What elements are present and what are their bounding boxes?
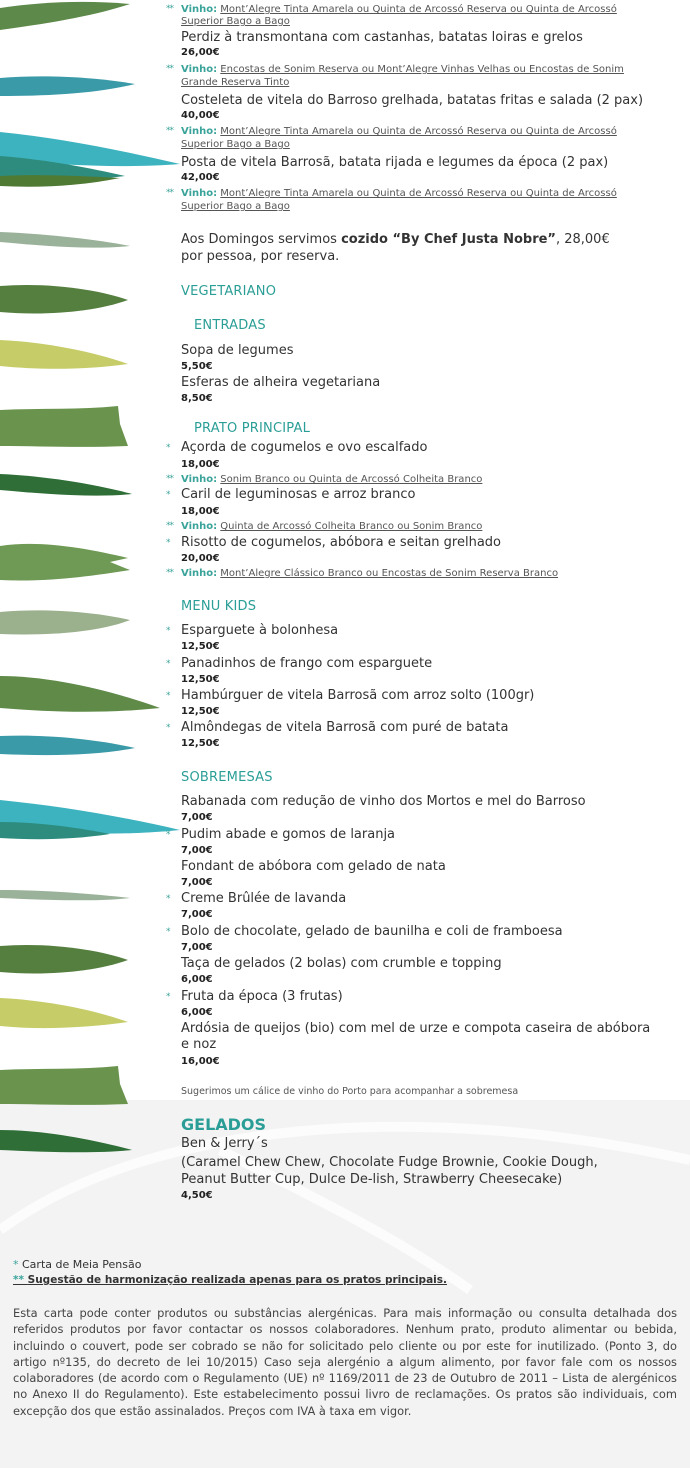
allergen-disclaimer: Esta carta pode conter produtos ou substâncias alergénicas. Para mais informação ou consulta detalhada dos referidos produtos por favor contactar os nossos colaboradores. Nenhum prato, produto alimentar ou bebida, incluindo o couvert, pode ser cobrado se não for solicitado pelo cliente ou por este for inutilizado. (Ponto 3, do artigo nº135, do decreto de lei 10/2015) Caso seja alergénio a algum alimento, por favor fale com os nossos colaboradores (de acordo com o Regulamento (UE) nº 1169/2011 de 23 de Outubro de 2011 – Lista de alergénicos no Anexo II do Regulamento). Este estabelecimento possui livro de reclamações. Os pratos são individuais, com excepção dos que estão assinalados. Preços com IVA à taxa em vigor.: [13, 1306, 677, 1418]
wine-suggestion-link[interactable]: Quinta de Arcossó Colheita Branco ou Sonim Branco: [220, 521, 483, 532]
brush-stroke: [0, 945, 128, 974]
wine-suggestion-link[interactable]: Mont’Alegre Tinta Amarela ou Quinta de Arcossó Reserva ou Quinta de Arcossó: [220, 188, 617, 199]
dish-price: 7,00€: [181, 909, 213, 920]
wine-label: Vinho:: [181, 568, 218, 579]
double-asterisk-mark: **: [166, 568, 173, 578]
dish-name: Pudim abade e gomos de laranja: [181, 827, 396, 842]
brush-stroke: [0, 340, 128, 369]
dish-name: Creme Brûlée de lavanda: [181, 891, 347, 906]
dish-name: Panadinhos de frango com esparguete: [181, 656, 433, 671]
legend-single: [13, 1258, 141, 1271]
double-asterisk-mark: **: [166, 188, 173, 198]
footer-arc: [220, 1150, 470, 1290]
dish-price: 7,00€: [181, 845, 213, 856]
dish-price: 7,00€: [181, 877, 213, 888]
wine-suggestion: [181, 187, 617, 200]
dish-price: 18,00€: [181, 459, 220, 470]
asterisk-mark: *: [166, 443, 170, 453]
dish-name: Hambúrguer de vitela Barrosã com arroz solto (100gr): [181, 688, 535, 703]
asterisk-mark: *: [166, 992, 170, 1002]
dish-price: 12,50€: [181, 706, 220, 717]
section-title-sobremesas: SOBREMESAS: [181, 770, 273, 785]
double-asterisk-mark: **: [166, 64, 173, 74]
dish-price: 26,00€: [181, 47, 220, 58]
dish-price: 5,50€: [181, 361, 213, 372]
asterisk-mark: *: [166, 659, 170, 669]
wine-suggestion-link[interactable]: Superior Bago a Bago: [181, 201, 290, 212]
dish-name: Ardósia de queijos (bio) com mel de urze e compota caseira de abóbora: [181, 1021, 651, 1036]
dish-price: 12,50€: [181, 674, 220, 685]
asterisk-mark: *: [166, 538, 170, 548]
dish-name: Almôndegas de vitela Barrosã com puré de batata: [181, 720, 509, 735]
brush-stroke: [0, 232, 130, 248]
dish-price: 16,00€: [181, 1056, 220, 1067]
legend-double: [13, 1274, 447, 1286]
dish-price: 8,50€: [181, 393, 213, 404]
dish-price: 40,00€: [181, 110, 220, 121]
dish-name: Costeleta de vitela do Barroso grelhada, batatas fritas e salada (2 pax): [181, 93, 644, 108]
brush-stroke: [0, 2, 130, 30]
dish-price: 18,00€: [181, 506, 220, 517]
brush-stroke: [0, 890, 130, 900]
wine-suggestion: [181, 473, 482, 486]
double-asterisk-mark: **: [166, 4, 173, 14]
brush-stroke: [0, 285, 128, 314]
wine-suggestion: [181, 567, 558, 580]
wine-suggestion: [181, 520, 482, 533]
sunday-text: Aos Domingos servimos: [181, 232, 342, 247]
dish-name: Fruta da época (3 frutas): [181, 989, 343, 1004]
sunday-text: , 28,00€: [555, 232, 610, 247]
dish-price: 42,00€: [181, 172, 220, 183]
dish-price: 7,00€: [181, 942, 213, 953]
wine-label: Vinho:: [181, 64, 218, 75]
sobremesas-note: Sugerimos um cálice de vinho do Porto para acompanhar a sobremesa: [181, 1086, 519, 1097]
dish-name: Açorda de cogumelos e ovo escalfado: [181, 440, 428, 455]
wine-suggestion: [181, 63, 624, 76]
brush-stroke: [0, 1130, 132, 1152]
wine-suggestion-link[interactable]: Mont’Alegre Clássico Branco ou Encostas de Sonim Reserva Branco: [220, 568, 559, 579]
legend-text: Carta de Meia Pensão: [22, 1258, 142, 1271]
asterisk-mark: *: [166, 490, 170, 500]
asterisk-mark: *: [166, 723, 170, 733]
asterisk-mark: *: [166, 626, 170, 636]
wine-suggestion-link[interactable]: Superior Bago a Bago: [181, 16, 290, 27]
brush-stroke: [0, 610, 130, 634]
wine-suggestion-cont: [181, 76, 289, 89]
wine-suggestion-link[interactable]: Mont’Alegre Tinta Amarela ou Quinta de Arcossó Reserva ou Quinta de Arcossó: [220, 126, 617, 137]
wine-suggestion-link[interactable]: Grande Reserva Tinto: [181, 77, 290, 88]
section-title-gelados: GELADOS: [181, 1115, 267, 1134]
sunday-text: cozido “By Chef Justa Nobre”: [341, 232, 556, 247]
asterisk-mark: *: [166, 830, 170, 840]
wine-suggestion-link[interactable]: Sonim Branco ou Quinta de Arcossó Colheita Branco: [220, 474, 483, 485]
dish-name: Taça de gelados (2 bolas) com crumble e topping: [181, 956, 502, 971]
subsection-title-prato-principal: PRATO PRINCIPAL: [194, 421, 311, 436]
dish-price: 20,00€: [181, 553, 220, 564]
double-asterisk-mark: **: [166, 521, 173, 531]
brush-stroke: [0, 544, 130, 581]
dish-name: Fondant de abóbora com gelado de nata: [181, 859, 446, 874]
wine-label: Vinho:: [181, 4, 218, 15]
wine-suggestion-link[interactable]: Superior Bago a Bago: [181, 139, 290, 150]
gelados-price: 4,50€: [181, 1190, 213, 1201]
brush-stroke: [0, 998, 128, 1028]
dish-price: 6,00€: [181, 974, 213, 985]
legend-text: Sugestão de harmonização realizada apenas para os pratos principais.: [27, 1274, 447, 1286]
double-asterisk-mark: **: [166, 474, 173, 484]
brush-stroke: [0, 676, 160, 712]
dish-name: Perdiz à transmontana com castanhas, batatas loiras e grelos: [181, 30, 583, 45]
brush-stroke: [0, 1066, 128, 1105]
asterisk-mark: *: [166, 691, 170, 701]
dish-price: 7,00€: [181, 812, 213, 823]
dish-name: Risotto de cogumelos, abóbora e seitan grelhado: [181, 535, 501, 550]
dish-price: 12,50€: [181, 738, 220, 749]
wine-label: Vinho:: [181, 126, 218, 137]
section-title-vegetariano: VEGETARIANO: [181, 284, 277, 299]
dish-name: Esparguete à bolonhesa: [181, 623, 339, 638]
dish-price: 6,00€: [181, 1007, 213, 1018]
dish-name-cont: e noz: [181, 1037, 217, 1052]
dish-name: Caril de leguminosas e arroz branco: [181, 487, 416, 502]
double-asterisk-mark: **: [166, 126, 173, 136]
wine-suggestion: [181, 125, 617, 138]
brush-stroke: [0, 474, 132, 496]
section-title-menu-kids: MENU KIDS: [181, 599, 257, 614]
wine-suggestion-cont: [181, 200, 290, 213]
wine-label: Vinho:: [181, 474, 218, 485]
wine-suggestion-link[interactable]: Mont’Alegre Tinta Amarela ou Quinta de Arcossó Reserva ou Quinta de Arcossó: [220, 4, 617, 15]
gelados-flavours-cont: Peanut Butter Cup, Dulce De-lish, Strawberry Cheesecake): [181, 1172, 563, 1187]
dish-name: Sopa de legumes: [181, 343, 294, 358]
brush-stroke: [0, 406, 128, 447]
wine-suggestion-cont: [181, 138, 290, 151]
sunday-note: [181, 232, 610, 248]
brush-stroke: [0, 736, 135, 755]
legend-mark: **: [13, 1274, 24, 1286]
gelados-brand: Ben & Jerry´s: [181, 1136, 268, 1151]
dish-name: Bolo de chocolate, gelado de baunilha e coli de framboesa: [181, 924, 563, 939]
wine-suggestion-cont: [181, 15, 290, 28]
wine-label: Vinho:: [181, 188, 218, 199]
dish-name: Posta de vitela Barrosã, batata rijada e legumes da época (2 pax): [181, 155, 609, 170]
dish-name: Esferas de alheira vegetariana: [181, 375, 381, 390]
gelados-flavours: (Caramel Chew Chew, Chocolate Fudge Brownie, Cookie Dough,: [181, 1155, 598, 1170]
subsection-title-entradas: ENTRADAS: [194, 318, 266, 333]
legend-mark: *: [13, 1258, 19, 1271]
dish-name: Rabanada com redução de vinho dos Mortos e mel do Barroso: [181, 794, 586, 809]
wine-label: Vinho:: [181, 521, 218, 532]
sunday-note-line2: por pessoa, por reserva.: [181, 249, 340, 264]
asterisk-mark: *: [166, 927, 170, 937]
dish-price: 12,50€: [181, 641, 220, 652]
asterisk-mark: *: [166, 894, 170, 904]
wine-suggestion-link[interactable]: Encostas de Sonim Reserva ou Mont’Alegre Vinhas Velhas ou Encostas de Sonim: [220, 64, 624, 75]
brush-stroke: [0, 76, 135, 96]
